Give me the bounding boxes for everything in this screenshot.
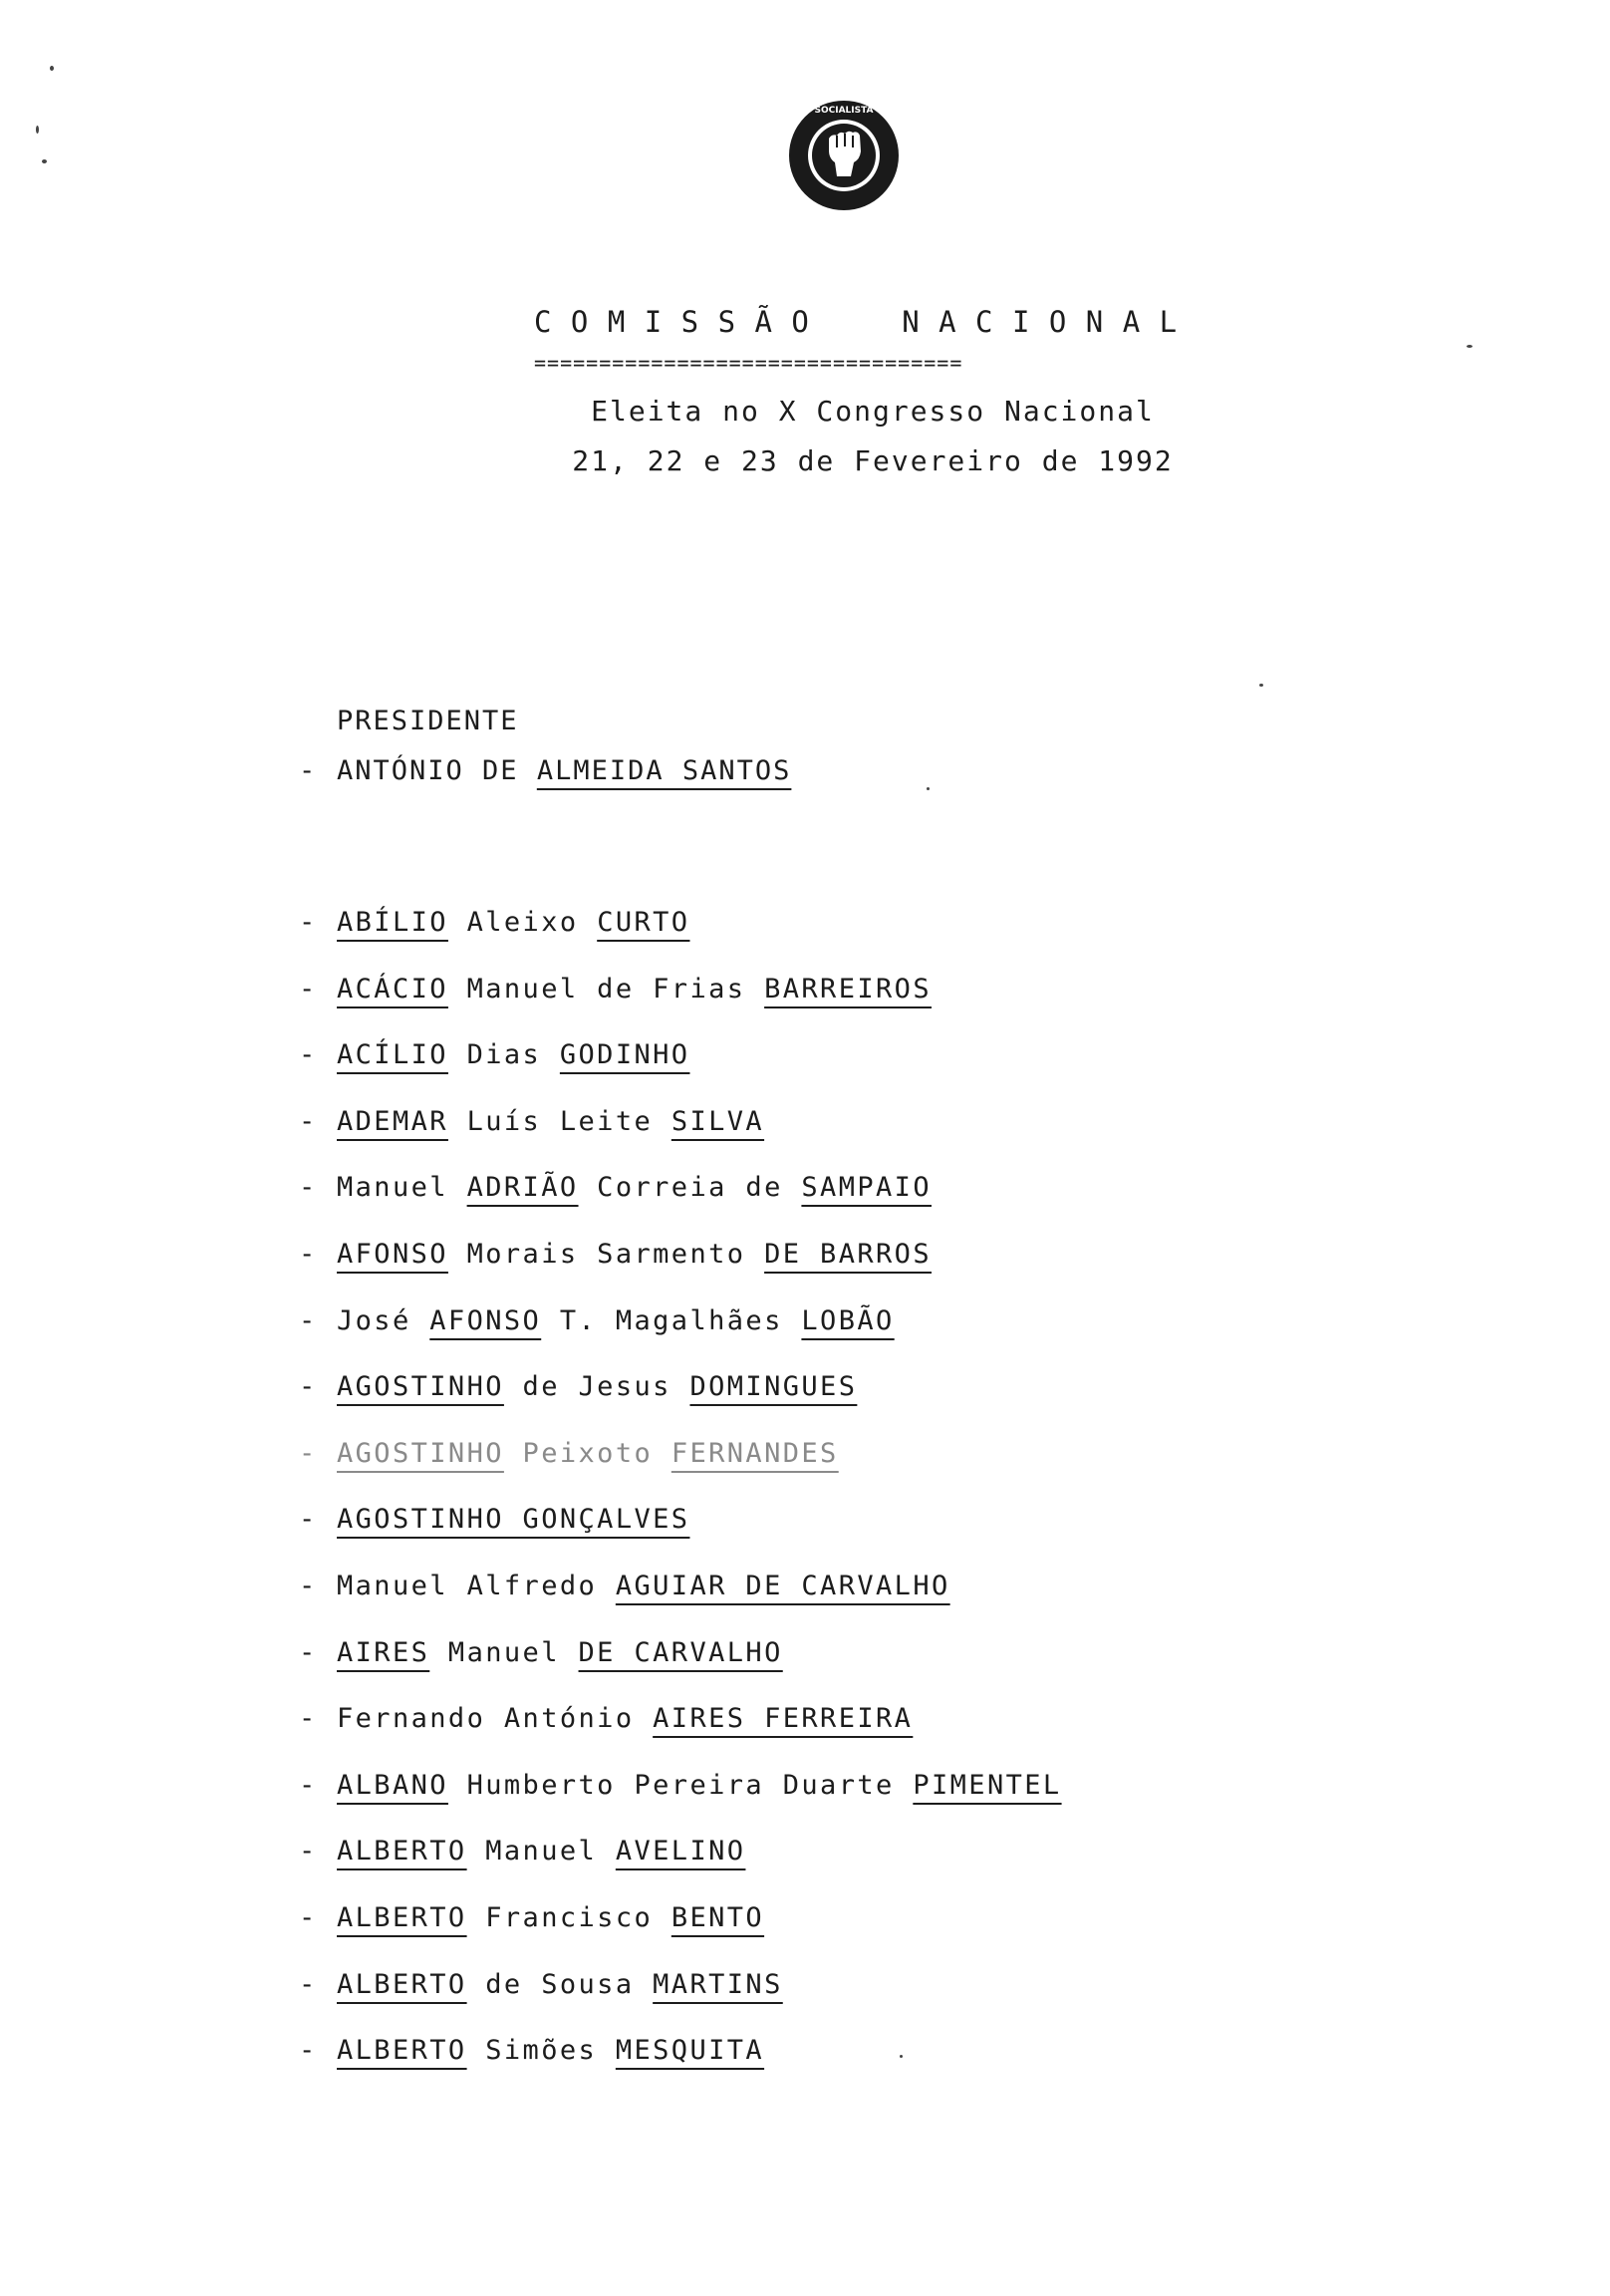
member-entry bbox=[299, 972, 1062, 1038]
member-name-underlined: ADRIÃO bbox=[466, 1172, 579, 1204]
list-dash: - bbox=[299, 755, 318, 786]
list-dash: - bbox=[299, 1769, 318, 1801]
member-name-part: Peixoto bbox=[503, 1437, 671, 1469]
member-name-part: de Sousa bbox=[466, 1968, 654, 2000]
member-name-part: Dias bbox=[447, 1039, 560, 1071]
list-dash: - bbox=[299, 1304, 318, 1336]
member-name-part: Manuel bbox=[337, 1172, 467, 1204]
scan-speck bbox=[927, 787, 930, 790]
member-name-underlined: ALBERTO bbox=[337, 1836, 467, 1867]
partido-socialista-fist-logo-icon bbox=[787, 99, 901, 212]
member-name-underlined: AIRES bbox=[337, 1636, 430, 1668]
scan-speck bbox=[36, 126, 39, 134]
member-name-underlined: MARTINS bbox=[653, 1968, 783, 2000]
member-name-underlined: SAMPAIO bbox=[801, 1172, 932, 1204]
member-name-underlined: AGOSTINHO bbox=[337, 1371, 504, 1403]
member-name-underlined: DE CARVALHO bbox=[578, 1636, 783, 1668]
member-name-part: Luís Leite bbox=[447, 1105, 671, 1137]
member-name-underlined: SILVA bbox=[671, 1105, 765, 1137]
member-name-underlined: CURTO bbox=[597, 907, 690, 938]
member-name-part: Manuel de Frias bbox=[447, 973, 765, 1004]
member-name-underlined: LOBÃO bbox=[801, 1304, 895, 1336]
member-entry bbox=[299, 905, 1062, 972]
list-dash: - bbox=[299, 1172, 318, 1204]
list-dash: - bbox=[299, 1504, 318, 1536]
list-dash: - bbox=[299, 1105, 318, 1137]
member-name-underlined: ABÍLIO bbox=[337, 907, 448, 938]
title-double-rule: ================================= bbox=[534, 351, 963, 375]
list-dash: - bbox=[299, 2035, 318, 2067]
member-entry bbox=[299, 1303, 1062, 1370]
member-name-part: Francisco bbox=[466, 1901, 671, 1933]
member-name-part: Simões bbox=[466, 2035, 616, 2067]
member-entry bbox=[299, 1170, 1062, 1237]
scan-speck bbox=[1467, 345, 1473, 348]
list-dash: - bbox=[299, 1570, 318, 1601]
member-name-underlined: BENTO bbox=[671, 1901, 765, 1933]
member-name-underlined: BARREIROS bbox=[764, 973, 932, 1004]
list-dash: - bbox=[299, 1836, 318, 1867]
member-entry bbox=[299, 1104, 1062, 1171]
list-dash: - bbox=[299, 1703, 318, 1735]
member-name-underlined: ALBERTO bbox=[337, 1968, 467, 2000]
document-title: C O M I S S Ã O N A C I O N A L bbox=[534, 305, 1179, 339]
scan-speck bbox=[1259, 684, 1263, 687]
member-name-part: Morais Sarmento bbox=[447, 1238, 765, 1270]
member-name-underlined: ADEMAR bbox=[337, 1105, 448, 1137]
list-dash: - bbox=[299, 1039, 318, 1071]
member-name-underlined: DE BARROS bbox=[764, 1238, 932, 1270]
member-name-part: Fernando António bbox=[337, 1703, 654, 1735]
member-name-underlined: AGOSTINHO bbox=[337, 1437, 504, 1469]
scan-speck bbox=[900, 2055, 903, 2058]
member-name-part: José bbox=[337, 1304, 430, 1336]
member-name-part: de Jesus bbox=[503, 1371, 690, 1403]
subtitle-congress: Eleita no X Congresso Nacional bbox=[591, 395, 1155, 428]
member-name-underlined: GODINHO bbox=[559, 1039, 690, 1071]
president-label: PRESIDENTE bbox=[337, 706, 519, 736]
member-name-underlined: AGUIAR DE CARVALHO bbox=[615, 1570, 950, 1601]
member-entry bbox=[299, 1436, 1062, 1503]
member-entry bbox=[299, 1502, 1062, 1569]
member-name-underlined: AGOSTINHO GONÇALVES bbox=[337, 1504, 690, 1536]
member-name-underlined: PIMENTEL bbox=[913, 1769, 1062, 1801]
svg-text:SOCIALISTA: SOCIALISTA bbox=[814, 106, 874, 116]
member-entry bbox=[299, 1569, 1062, 1635]
list-dash: - bbox=[299, 1371, 318, 1403]
list-dash: - bbox=[299, 1968, 318, 2000]
member-name-part: Aleixo bbox=[447, 907, 598, 938]
member-name-part: Manuel bbox=[429, 1636, 579, 1668]
member-entry bbox=[299, 1237, 1062, 1303]
member-entry bbox=[299, 1834, 1062, 1900]
list-dash: - bbox=[299, 1901, 318, 1933]
member-name-underlined: AVELINO bbox=[615, 1836, 746, 1867]
member-name-underlined: ALBANO bbox=[337, 1769, 448, 1801]
member-name-underlined: AIRES FERREIRA bbox=[653, 1703, 914, 1735]
list-dash: - bbox=[299, 1437, 318, 1469]
member-name-underlined: DOMINGUES bbox=[689, 1371, 858, 1403]
member-entry bbox=[299, 2033, 1062, 2100]
member-entry bbox=[299, 1967, 1062, 2034]
member-name-part: Correia de bbox=[578, 1172, 802, 1204]
member-name-part: Humberto Pereira Duarte bbox=[447, 1769, 914, 1801]
member-name-part: Manuel Alfredo bbox=[337, 1570, 616, 1601]
member-entry bbox=[299, 1369, 1062, 1436]
member-name-underlined: AFONSO bbox=[429, 1304, 542, 1336]
member-name-part: Manuel bbox=[466, 1836, 616, 1867]
subtitle-dates: 21, 22 e 23 de Fevereiro de 1992 bbox=[572, 444, 1174, 477]
member-entry bbox=[299, 1635, 1062, 1702]
member-name-underlined: MESQUITA bbox=[615, 2035, 765, 2067]
member-name-underlined: ACÍLIO bbox=[337, 1039, 448, 1071]
list-dash: - bbox=[299, 1238, 318, 1270]
list-dash: - bbox=[299, 1636, 318, 1668]
president-surname: ALMEIDA SANTOS bbox=[536, 755, 792, 786]
member-name-underlined: ALBERTO bbox=[337, 2035, 467, 2067]
president-entry bbox=[299, 755, 791, 786]
member-name-underlined: AFONSO bbox=[337, 1238, 448, 1270]
scan-speck bbox=[50, 66, 54, 71]
member-name-underlined: ACÁCIO bbox=[337, 973, 448, 1004]
scan-speck bbox=[42, 159, 47, 163]
member-name-underlined: ALBERTO bbox=[337, 1901, 467, 1933]
member-name-underlined: FERNANDES bbox=[671, 1437, 839, 1469]
president-given-names: ANTÓNIO DE bbox=[337, 755, 537, 786]
member-list bbox=[299, 905, 1062, 2100]
list-dash: - bbox=[299, 907, 318, 938]
member-name-part: T. Magalhães bbox=[541, 1304, 802, 1336]
member-entry bbox=[299, 1701, 1062, 1768]
list-dash: - bbox=[299, 973, 318, 1004]
member-entry bbox=[299, 1037, 1062, 1104]
member-entry bbox=[299, 1768, 1062, 1835]
member-entry bbox=[299, 1900, 1062, 1967]
